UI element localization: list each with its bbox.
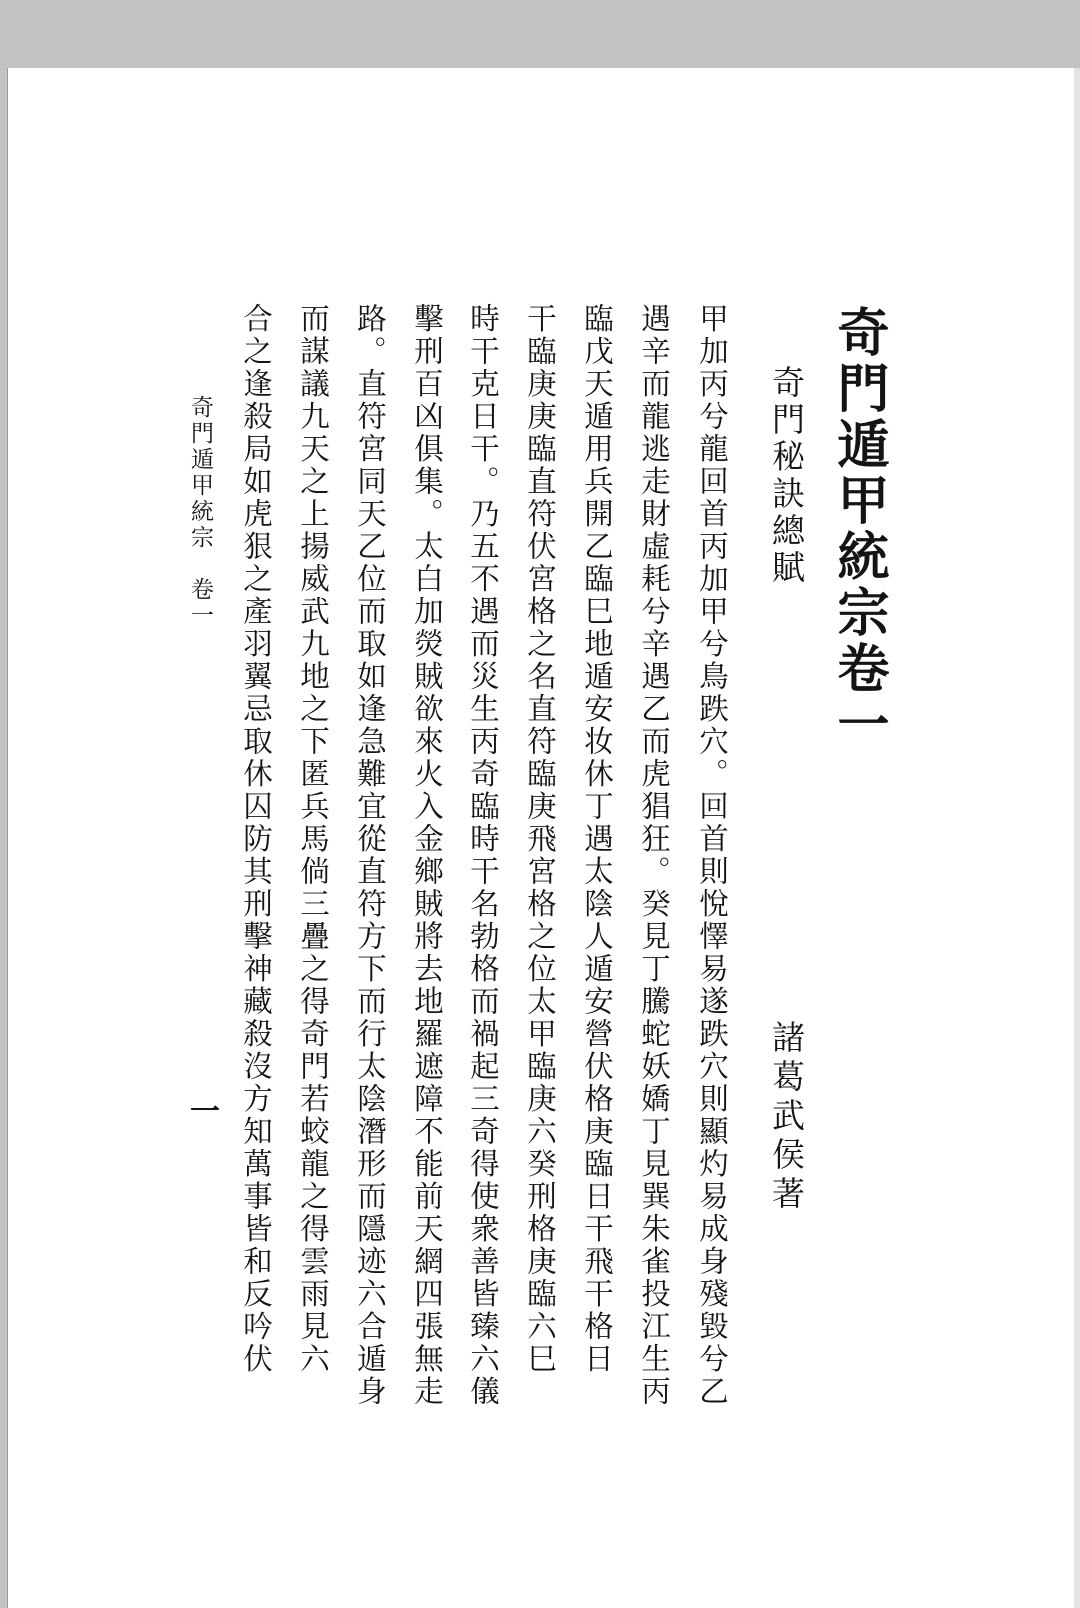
text-line-8: 而謀議九天之上揚威武九地之下匿兵馬倘三疊之得奇門若蛟龍之得雲雨見六 bbox=[296, 303, 330, 1376]
text-line-7: 路。直符宮同天乙位而取如逢急難宜從直符方下而行太陰潛形而隱迹六合遁身 bbox=[353, 303, 387, 1408]
text-line-6: 擊刑百凶俱集。太白加熒賊欲來火入金鄉賊將去地羅遮障不能前天網四張無走 bbox=[410, 303, 444, 1408]
running-head: 奇門遁甲統宗 卷一 bbox=[187, 395, 213, 629]
page-number: 一 bbox=[184, 1095, 219, 1125]
text-line-4: 干臨庚庚臨直符伏宮格之名直符臨庚飛宮格之位太甲臨庚六癸刑格庚臨六巳 bbox=[523, 303, 557, 1376]
page-title: 奇門遁甲統宗卷一 bbox=[828, 305, 889, 753]
text-line-1: 甲加丙兮龍回首丙加甲兮鳥跌穴。回首則悅懌易遂跌穴則顯灼易成身殘毀兮乙 bbox=[695, 303, 729, 1408]
viewer-scrollbar[interactable] bbox=[1074, 68, 1080, 1608]
text-line-9: 合之逢殺局如虎狠之產羽翼忌取休囚防其刑擊神藏殺沒方知萬事皆和反吟伏 bbox=[239, 303, 273, 1376]
text-line-5: 時干克日干。乃五不遇而災生丙奇臨時干名勃格而禍起三奇得使衆善皆臻六儀 bbox=[466, 303, 500, 1408]
author-line: 諸葛武侯著 bbox=[767, 1020, 806, 1215]
text-line-2: 遇辛而龍逃走財虛耗兮辛遇乙而虎猖狂。癸見丁騰蛇妖嬌丁見巽朱雀投江生丙 bbox=[637, 303, 671, 1408]
text-line-3: 臨戊天遁用兵開乙臨巳地遁安妆休丁遇太陰人遁安營伏格庚臨日干飛干格日 bbox=[580, 303, 614, 1376]
section-title: 奇門秘訣總賦 bbox=[767, 365, 806, 587]
